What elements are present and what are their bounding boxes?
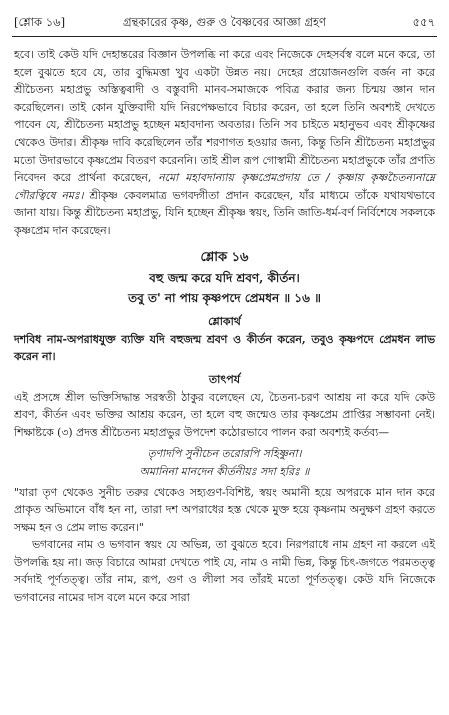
paragraph-intro-text: হবে। তাই কেউ যদি দেহান্তরের বিজ্ঞান উপলব্ধি না করে এবং নিজেকে দেহসর্বস্ব বলে মনে করে, তা হলে বুঝতে হবে যে, তার বুদ্ধিমত্তা খুব একটা উন্নত নয়। দেহের প্রয়োজনগুলি বর্জন না করে শ্রীচৈতন্য মহাপ্রভু অস্তিত্বৰাদী ও বস্তুবাদী মানব-সমাজকে পবিত্র করার জন্য চিন্ময় জ্ঞান দান করেছিলেন। তাই কোন যুক্তিবাদী যদি নিরপেক্ষভাবে বিচার করেন, তা হলে তিনি অবশ্যই দেখতে পাবেন যে, শ্রীচৈতন্য মহাপ্রভু হচ্ছেন মহাবদান্য অবতার। তিনি সব চাইতে মহানুভব এবং শ্রীকৃষ্ণের থেকেও উদার। শ্রীকৃষ্ণ দাবি করেছিলেন তাঁর শরণাগত হওয়ার জন্য, কিন্তু তিনি শ্রীচৈতন্য মহাপ্রভুর মতো উদারভাবে কৃষ্ণপ্রেম বিতরণ করেননি। তাই শ্রীল রূপ গোস্বামী শ্রীচৈতন্য মহাপ্রভুকে তাঁর প্রণতি নিবেদন করে প্রার্থনা করেছেন, bbox=[14, 48, 435, 185]
paragraph-intro-prayer: নমো মহাবদান্যায় কৃষ্ণপ্রেমপ্রদায় তে / কৃষ্ণায় কৃষ্ণচৈতন্যনাম্নে গৌরত্বিষে নমঃ। bbox=[14, 171, 435, 202]
page-number: ৫৫৭ bbox=[412, 15, 435, 29]
purport-paragraph-1: এই প্রসঙ্গে শ্রীল ভক্তিসিদ্ধান্ত সরস্বতী ঠাকুর বলেছেন যে, চৈতন্য-চরণ আশ্রয় না করে যদি কেউ শ্রবণ, কীর্তন এবং ভক্তির আশ্রয় করেন, তা হলে বহু জন্মেও তার কৃষ্ণপ্রেম প্রাপ্তির সম্ভাবনা নেই। শিক্ষাষ্টকে (৩) প্রদত্ত শ্রীচৈতন্য মহাপ্রভুর উপদেশ কঠোরভাবে পালন করা অবশ্যই কর্তব্য— bbox=[14, 390, 435, 439]
translation-heading: শ্লোকার্থ bbox=[208, 314, 241, 328]
header-rule bbox=[12, 36, 437, 37]
paragraph-intro-tail: শ্রীকৃষ্ণ কেবলমাত্র ভগবদ্গীতা প্রদান করেছেন, যাঁর মাধ্যমে তাঁকে যথাযথভাবে জানা যায়। কিন্তু শ্রীচৈতন্য মহাপ্রভু, যিনি হচ্ছেন শ্রীকৃষ্ণ স্বয়ং, তিনি জাতি-ধর্ম-বর্ণ নির্বিশেষে সকলকে কৃষ্ণপ্রেম দান করেছেন। bbox=[14, 188, 435, 237]
purport-heading: তাৎপর্য bbox=[208, 372, 241, 386]
verse-title: শ্লোক ১৬ bbox=[200, 249, 249, 265]
header-verse-ref: [শ্লোক ১৬] bbox=[14, 15, 66, 29]
purport-paragraph-2: "যারা তৃণ থেকেও সুনীচ তরুর থেকেও সহ্যগুণ-বিশিষ্ট, স্বয়ং অমানী হয়ে অপরকে মান দান করে প্রাকৃত অভিমানে বাঁধ হন না, তারা দশ অপরাধের হস্ত থেকে মুক্ত হয়ে কৃষ্ণনাম অনুক্ষণ গ্রহণ করতে সক্ষম হন ও প্রেম লাভ করেন।" bbox=[14, 485, 435, 534]
sanskrit-quote-line-1: তৃণাদপি সুনীচেন তরোরপি সহিষ্ণুনা। bbox=[147, 446, 302, 460]
page-body bbox=[14, 46, 435, 607]
header-chapter-title: গ্রন্থকারের কৃষ্ণ, গুরু ও বৈষ্ণবের আজ্ঞা গ্রহণ bbox=[123, 15, 326, 29]
running-header bbox=[14, 14, 435, 32]
verse-line-2: তবু ত' না পায় কৃষ্ণপদে প্রেমধন ॥ ১৬ ॥ bbox=[128, 290, 321, 305]
translation-text: দশবিধ নাম-অপরাধযুক্ত ব্যক্তি যদি বহুজন্ম শ্রবণ ও কীর্তন করেন, তবুও কৃষ্ণপদে প্রেমধন লাভ করেন না। bbox=[14, 332, 435, 364]
purport-paragraph-3: ভগবানের নাম ও ভগবান স্বয়ং যে অভিন্ন, তা বুঝতে হবে। নিরপরাধে নাম গ্রহণ না করলে এই উপলব্ধি হয় না। জড় বিচারে আমরা দেখতে পাই যে, নাম ও নামী ভিন্ন, কিন্তু চিৎ-জগতে পরমতত্ত্ব সর্বদাই পূর্ণতত্ত্ব। তাঁর নাম, রূপ, গুণ ও লীলা সব তাঁরই মতো পূর্ণতত্ত্ব। কেউ যদি নিজেকে ভগবানের নামের দাস বলে মনে করে সারা bbox=[14, 538, 435, 605]
sanskrit-quote bbox=[14, 445, 435, 481]
verse-line-1: বহু জন্ম করে যদি শ্রবণ, কীর্তন। bbox=[149, 270, 300, 285]
sanskrit-quote-line-2: অমানিনা মানদেন কীর্তনীয়ঃ সদা হরিঃ ॥ bbox=[139, 464, 310, 478]
paragraph-intro bbox=[14, 46, 435, 240]
